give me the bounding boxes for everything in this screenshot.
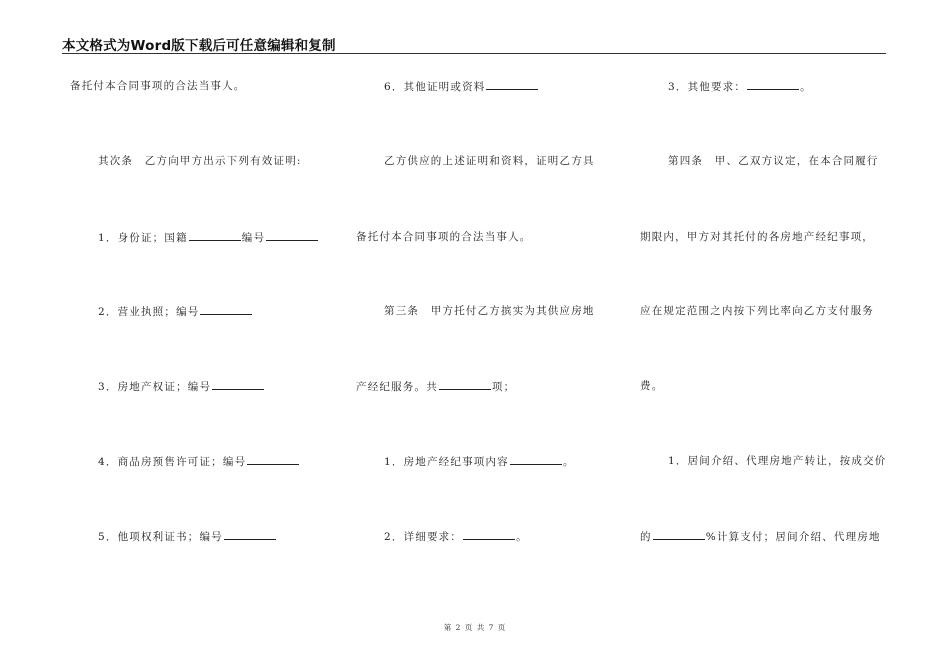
- text-line: 产经纪服务。共 项；: [356, 381, 516, 393]
- text-line: 1．居间介绍、代理房地产转让，按成交价: [668, 455, 887, 467]
- fill-blank: [212, 379, 264, 390]
- fill-blank: [224, 529, 276, 540]
- text-line: 的 %计算支付；居间介绍、代理房地: [640, 531, 881, 543]
- fill-blank: [200, 304, 252, 315]
- text-line: 2．营业执照；编号: [70, 304, 253, 319]
- text-line: 备托付本合同事项的合法当事人。: [70, 80, 246, 92]
- text-line: 3．房地产权证；编号: [70, 379, 265, 394]
- text-line: 4．商品房预售许可证；编号: [70, 454, 300, 469]
- fill-blank: [189, 230, 241, 241]
- text-line: 1．身份证；国籍 编号: [70, 230, 319, 245]
- text-line: 费。: [640, 380, 664, 392]
- fill-blank: [247, 454, 299, 465]
- header-rule: [62, 53, 886, 54]
- fill-blank: [266, 230, 318, 241]
- text-line: 1．房地产经纪事项内容 。: [384, 456, 575, 468]
- fill-blank: [747, 79, 799, 90]
- text-line: 6．其他证明或资料: [356, 79, 539, 94]
- text-line: 第三条 甲方托付乙方摈实为其供应房地: [384, 305, 595, 317]
- fill-blank: [463, 529, 515, 540]
- text-line: 应在规定范围之内按下列比率向乙方支付服务: [640, 305, 874, 317]
- text-line: 2．详细要求： 。: [384, 531, 528, 543]
- text-line: 第四条 甲、乙双方议定，在本合同履行: [668, 155, 879, 167]
- text-line: 其次条 乙方向甲方出示下列有效证明:: [98, 155, 302, 167]
- document-header-title: 本文格式为Word版下载后可任意编辑和复制: [62, 38, 336, 54]
- text-line: 3．其他要求： 。: [668, 81, 812, 93]
- text-line: 备托付本合同事项的合法当事人。: [356, 231, 532, 243]
- text-line: 5．他项权利证书；编号: [70, 529, 277, 544]
- page-number: 第 2 页 共 7 页: [443, 623, 507, 632]
- fill-blank: [653, 529, 705, 540]
- text-line: 乙方供应的上述证明和资料，证明乙方具: [384, 155, 595, 167]
- fill-blank: [486, 79, 538, 90]
- fill-blank: [510, 454, 562, 465]
- text-line: 期限内，甲方对其托付的各房地产经纪事项，: [640, 231, 874, 243]
- fill-blank: [439, 379, 491, 390]
